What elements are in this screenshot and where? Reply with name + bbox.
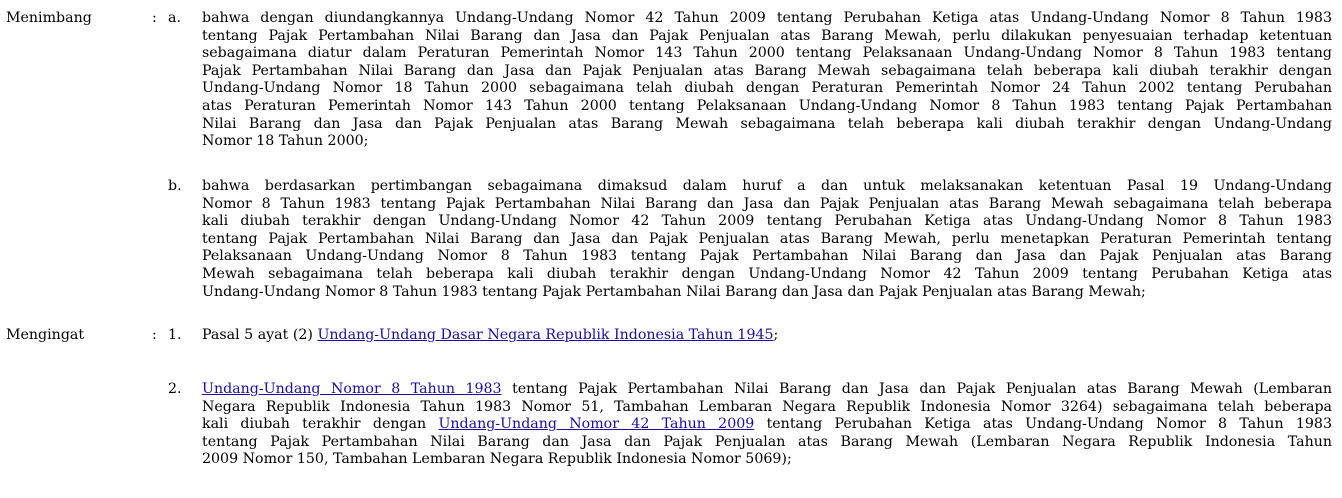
text-line: bahwa berdasarkan pertimbangan sebagaimana dimaksud dalam huruf a dan untuk melaksanakan ketentuan Pasal 19 Undang-Undang [202,178,1332,194]
uud-1945-link[interactable]: Undang-Undang Dasar Negara Republik Indonesia Tahun 1945 [317,327,774,343]
colon: : [152,10,157,26]
text-line: Undang-Undang Nomor 18 Tahun 2000 sebagaimana telah diubah dengan Peraturan Pemerintah Nomor 24 Tahun 2002 tentang Perubahan [202,80,1332,97]
text-line: tentang Pajak Pertambahan Nilai Barang dan Jasa dan Pajak Penjualan atas Barang Mewah, perlu menetapkan Peraturan Pemerintah tentang [202,230,1332,247]
suffix-text: ; [773,327,779,343]
text-line: Pajak Pertambahan Nilai Barang dan Jasa dan Pajak Penjualan atas Barang Mewah sebagaimana telah beberapa kali diubah terakhir dengan [202,62,1332,79]
text-segment: tentang Pajak Pertambahan Nilai Barang dan Jasa dan Pajak Penjualan atas Barang Mewah (Lembaran [501,381,1332,397]
text-line: kali diubah terakhir dengan Undang-Undang Nomor 42 Tahun 2009 tentang Perubahan Ketiga atas Undang-Undang Nomor 8 Tahun 1983 [202,213,1332,230]
text-line [202,381,1332,399]
menimbang-item-a-text [202,10,1332,151]
mengingat-label: Mengingat [6,327,85,343]
text-line: Nomor 18 Tahun 2000; [202,133,369,150]
text-segment: tentang Perubahan Ketiga atas Undang-Undang Nomor 8 Tahun 1983 [754,416,1332,433]
text-line: Negara Republik Indonesia Tahun 1983 Nomor 51, Tambahan Lembaran Negara Republik Indonesia Nomor 3264) sebagaimana telah beberapa [202,398,1332,415]
text-line: Undang-Undang Nomor 8 Tahun 1983 tentang Pajak Pertambahan Nilai Barang dan Jasa dan Pajak Penjualan atas Barang Mewah; [202,283,1146,300]
uu-8-1983-link[interactable]: Undang-Undang Nomor 8 Tahun 1983 [202,381,502,397]
text-line: Pelaksanaan Undang-Undang Nomor 8 Tahun 1983 tentang Pajak Pertambahan Nilai Barang dan Jasa dan Pajak Penjualan atas Barang [202,248,1332,265]
mengingat-item-1-text [202,327,1332,345]
item-marker-1: 1. [168,327,182,343]
item-marker-a: a. [168,10,181,26]
text-line: atas Peraturan Pemerintah Nomor 143 Tahun 2000 tentang Pelaksanaan Undang-Undang Nomor 8 Tahun 1983 tentang Pajak Pertambahan [202,97,1332,114]
menimbang-item-b-text [202,178,1332,301]
item-marker-2: 2. [168,381,182,397]
prefix-text: Pasal 5 ayat (2) [202,327,318,343]
text-line: Nomor 8 Tahun 1983 tentang Pajak Pertambahan Nilai Barang dan Jasa dan Pajak Penjualan atas Barang Mewah sebagaimana telah beberapa [202,195,1332,212]
text-line: tentang Pajak Pertambahan Nilai Barang dan Jasa dan Pajak Penjualan atas Barang Mewah (Lembaran Negara Republik Indonesia Tahun [202,433,1332,450]
text-line [202,327,1332,345]
menimbang-label: Menimbang [6,10,92,26]
text-line: sebagaimana diatur dalam Peraturan Pemerintah Nomor 143 Tahun 2000 tentang Pelaksanaan Undang-Undang Nomor 8 Tahun 1983 tentang [202,45,1332,62]
mengingat-item-2-text [202,381,1332,469]
item-marker-b: b. [168,178,182,194]
text-line: Mewah sebagaimana telah beberapa kali diubah terakhir dengan Undang-Undang Nomor 42 Tahun 2009 tentang Perubahan Ketiga atas [202,265,1332,282]
text-line [202,416,1332,434]
text-line: tentang Pajak Pertambahan Nilai Barang dan Jasa dan Pajak Penjualan atas Barang Mewah, perlu dilakukan penyesuaian terhadap ketentuan [202,27,1332,44]
text-line: Nilai Barang dan Jasa dan Pajak Penjualan atas Barang Mewah sebagaimana telah beberapa kali diubah terakhir dengan Undang-Undang [202,115,1332,132]
colon: : [152,327,157,343]
text-line: 2009 Nomor 150, Tambahan Lembaran Negara Republik Indonesia Nomor 5069); [202,451,792,468]
uu-42-2009-link[interactable]: Undang-Undang Nomor 42 Tahun 2009 [438,416,755,433]
text-line: bahwa dengan diundangkannya Undang-Undang Nomor 42 Tahun 2009 tentang Perubahan Ketiga atas Undang-Undang Nomor 8 Tahun 1983 [202,10,1332,26]
text-segment: kali diubah terakhir dengan [202,416,439,433]
